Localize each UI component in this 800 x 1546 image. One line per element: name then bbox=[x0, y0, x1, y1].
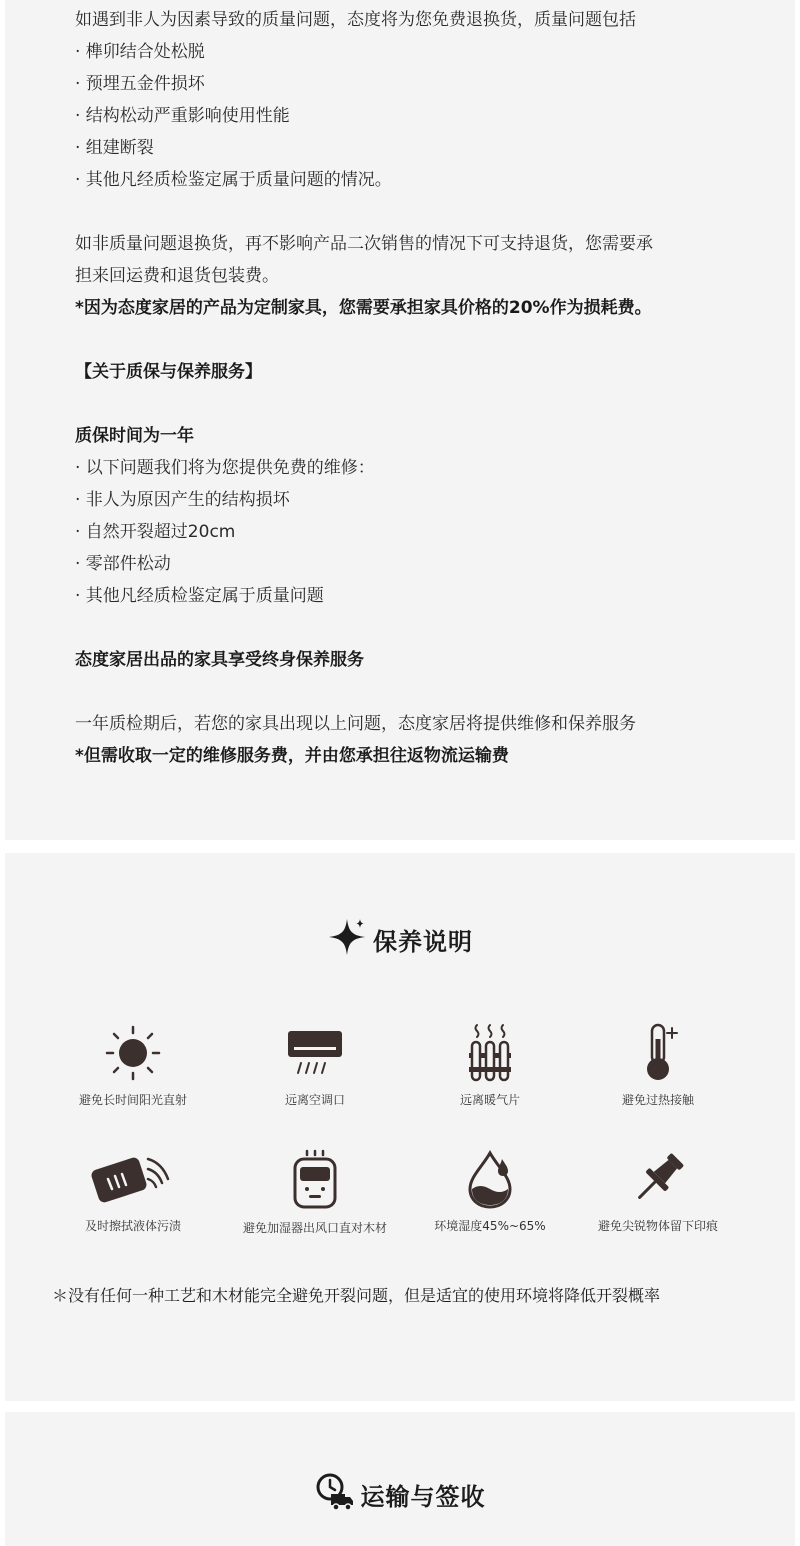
care-label: 避免过热接触 bbox=[621, 1093, 694, 1107]
care-item bbox=[410, 1023, 570, 1108]
warranty-panel bbox=[5, 0, 795, 840]
lifetime-service: 态度家居出品的家具享受终身保养服务 bbox=[75, 650, 364, 670]
care-label: 避免尖锐物体留下印痕 bbox=[597, 1219, 718, 1233]
care-title: 保养说明 bbox=[373, 927, 473, 956]
care-panel bbox=[5, 853, 795, 1401]
sun-icon bbox=[53, 1023, 213, 1083]
warranty-bullet: · 非人为原因产生的结构损坏 bbox=[75, 490, 290, 510]
pushpin-icon bbox=[578, 1149, 738, 1209]
shipping-panel bbox=[5, 1412, 795, 1546]
return-paragraph: 如非质量问题退换货，再不影响产品二次销售的情况下可支持退货，您需要承 bbox=[75, 234, 653, 254]
radiator-icon bbox=[410, 1023, 570, 1083]
policy-intro: 如遇到非人为因素导致的质量问题，态度将为您免费退换货，质量问题包括 bbox=[75, 10, 636, 30]
return-paragraph: 担来回运费和退货包装费。 bbox=[75, 266, 279, 286]
sparkle-icon bbox=[327, 917, 367, 961]
care-label: 远离空调口 bbox=[284, 1093, 345, 1107]
warranty-bullet: · 自然开裂超过20cm bbox=[75, 522, 236, 542]
care-label: 环境湿度45%~65% bbox=[434, 1219, 546, 1233]
warranty-bullet: · 零部件松动 bbox=[75, 554, 171, 574]
shipping-title: 运输与签收 bbox=[360, 1482, 486, 1511]
warranty-period: 质保时间为一年 bbox=[75, 426, 194, 446]
policy-bullet: · 结构松动严重影响使用性能 bbox=[75, 106, 290, 126]
policy-bullet: · 组建断裂 bbox=[75, 138, 154, 158]
cracking-note: ＊没有任何一种工艺和木材能完全避免开裂问题，但是适宜的使用环境将降低开裂概率 bbox=[52, 1286, 661, 1305]
air-conditioner-icon bbox=[235, 1023, 395, 1083]
wipe-hand-icon bbox=[53, 1149, 213, 1209]
warranty-heading: 【关于质保与保养服务】 bbox=[75, 362, 262, 382]
care-item bbox=[578, 1023, 738, 1108]
care-label: 远离暖气片 bbox=[459, 1093, 520, 1107]
policy-bullet: · 预埋五金件损坏 bbox=[75, 74, 205, 94]
care-label: 及时擦拭液体污渍 bbox=[84, 1219, 181, 1233]
water-drop-icon bbox=[410, 1149, 570, 1209]
after-warranty-text: 一年质检期后，若您的家具出现以上问题，态度家居将提供维修和保养服务 bbox=[75, 714, 636, 734]
policy-bullet: · 其他凡经质检鉴定属于质量问题的情况。 bbox=[75, 170, 392, 190]
humidifier-icon bbox=[235, 1149, 395, 1211]
care-item bbox=[410, 1149, 570, 1234]
care-item bbox=[53, 1149, 213, 1234]
policy-bullet: · 榫卯结合处松脱 bbox=[75, 42, 205, 62]
care-label: 避免加湿器出风口直对木材 bbox=[242, 1221, 387, 1235]
delivery-truck-clock-icon bbox=[315, 1472, 355, 1516]
warranty-bullet: · 其他凡经质检鉴定属于质量问题 bbox=[75, 586, 324, 606]
shipping-title-row bbox=[5, 1472, 795, 1516]
service-fee-note: *但需收取一定的维修服务费，并由您承担往返物流运输费 bbox=[75, 746, 509, 766]
care-item bbox=[235, 1149, 395, 1236]
warranty-bullet: · 以下问题我们将为您提供免费的维修： bbox=[75, 458, 375, 478]
care-label: 避免长时间阳光直射 bbox=[78, 1093, 187, 1107]
care-item bbox=[578, 1149, 738, 1234]
thermometer-icon bbox=[578, 1023, 738, 1083]
care-item bbox=[235, 1023, 395, 1108]
return-fee-note: *因为态度家居的产品为定制家具，您需要承担家具价格的20%作为损耗费。 bbox=[75, 298, 652, 318]
care-title-row bbox=[5, 917, 795, 961]
care-item bbox=[53, 1023, 213, 1108]
